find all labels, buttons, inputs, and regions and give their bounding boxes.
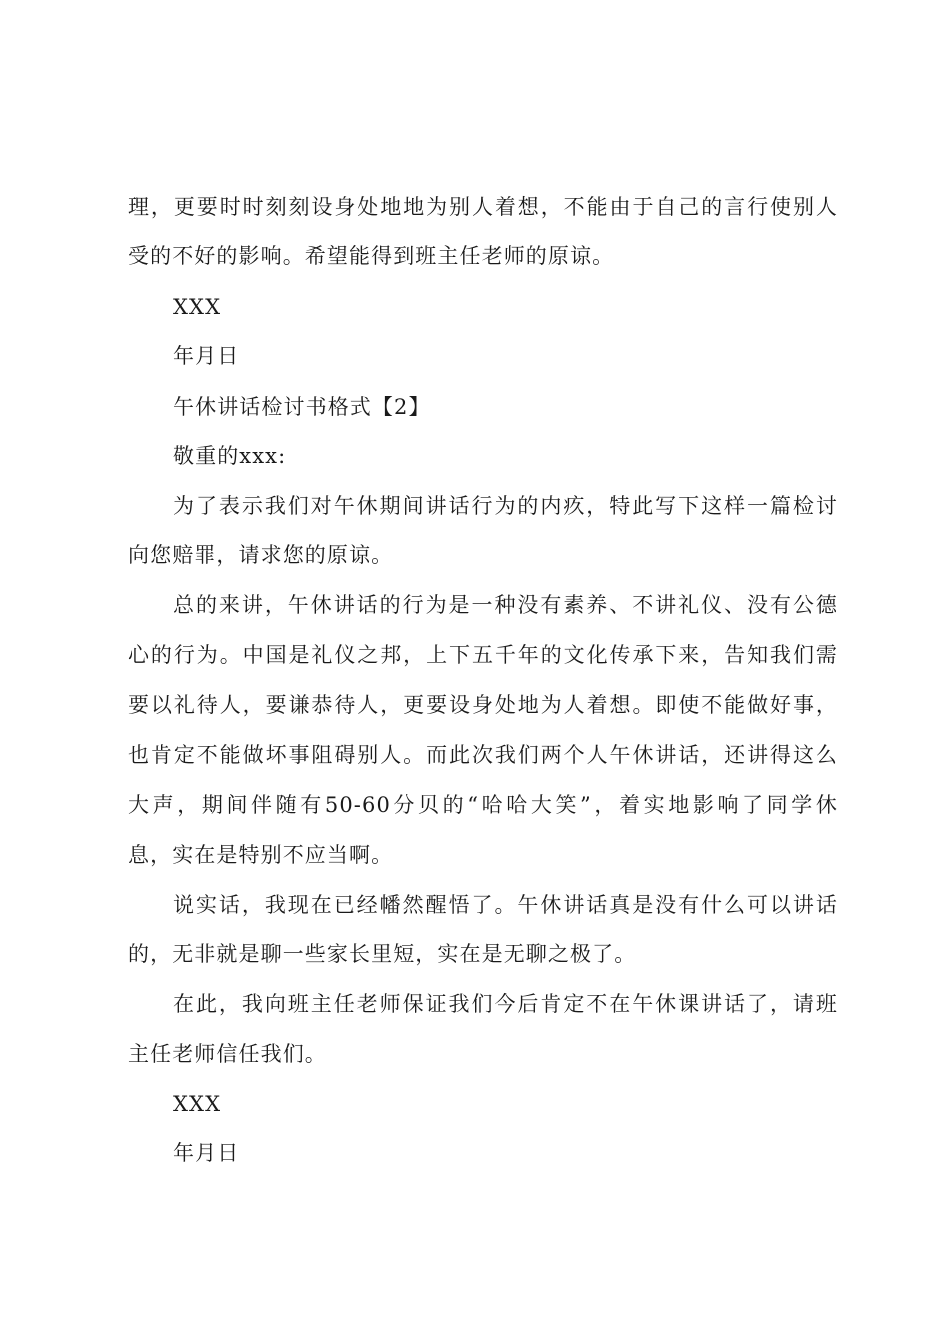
paragraph-line: 的，无非就是聊一些家长里短，实在是无聊之极了。 <box>128 942 637 966</box>
paragraph-line: 也肯定不能做坏事阻碍别人。而此次我们两个人午休讲话，还讲得这么 <box>128 743 838 767</box>
section-title: 午休讲话检讨书格式【2】 <box>173 395 431 419</box>
paragraph-line: 总的来讲，午休讲话的行为是一种没有素养、不讲礼仪、没有公德 <box>173 593 838 617</box>
paragraph-line: 要以礼待人，要谦恭待人，更要设身处地为人着想。即使不能做好事， <box>128 693 838 717</box>
paragraph-line: 理，更要时时刻刻设身处地地为别人着想，不能由于自己的言行使别人 <box>128 195 838 219</box>
signature-date: 年月日 <box>173 1141 240 1165</box>
paragraph-line: 息，实在是特别不应当啊。 <box>128 843 394 867</box>
paragraph-line: 在此，我向班主任老师保证我们今后肯定不在午休课讲话了，请班 <box>173 992 838 1016</box>
paragraph-line: 受的不好的影响。希望能得到班主任老师的原谅。 <box>128 244 615 268</box>
paragraph-line: 大声，期间伴随有50-60分贝的“哈哈大笑”，着实地影响了同学休 <box>128 793 838 817</box>
paragraph-line: 主任老师信任我们。 <box>128 1042 327 1066</box>
signature-name: XXX <box>173 295 222 319</box>
signature-name: XXX <box>173 1092 222 1116</box>
paragraph-line: 说实话，我现在已经幡然醒悟了。午休讲话真是没有什么可以讲话 <box>173 893 838 917</box>
paragraph-line: 为了表示我们对午休期间讲话行为的内疚，特此写下这样一篇检讨 <box>173 494 838 518</box>
paragraph-line: 向您赔罪，请求您的原谅。 <box>128 543 394 567</box>
paragraph-line: 心的行为。中国是礼仪之邦，上下五千年的文化传承下来，告知我们需 <box>128 643 838 667</box>
signature-date: 年月日 <box>173 344 240 368</box>
salutation: 敬重的xxx: <box>173 444 287 468</box>
